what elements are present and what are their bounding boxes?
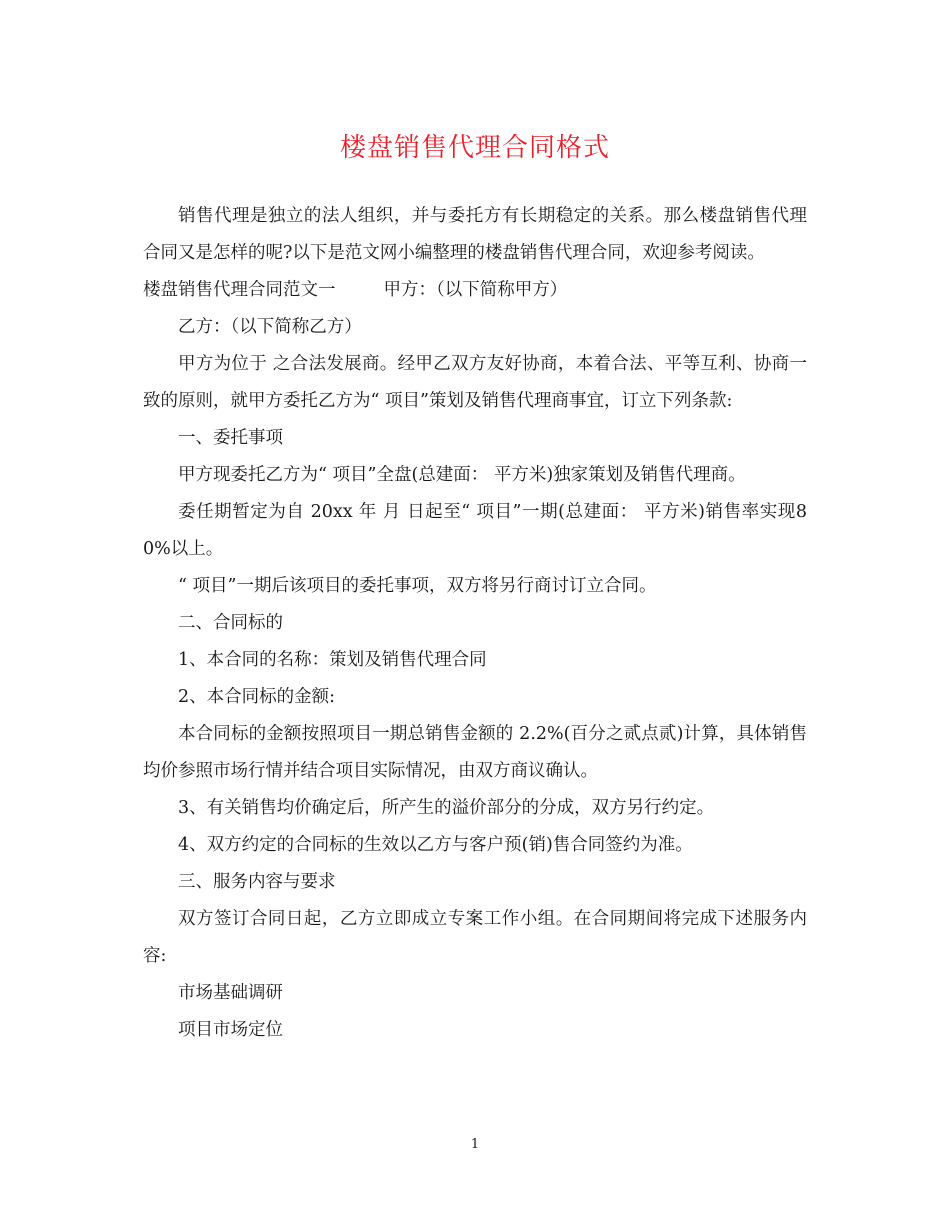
- section-2-heading: 二、合同标的: [178, 613, 283, 633]
- sample-heading: 楼盘销售代理合同范文一: [143, 280, 336, 300]
- section-1-paragraph-1: 甲方现委托乙方为“ 项目”全盘(总建面： 平方米)独家策划及销售代理商。: [178, 465, 746, 485]
- section-3-item-1: 市场基础调研: [178, 983, 283, 1003]
- preamble-paragraph: 甲方为位于 之合法发展商。经甲乙双方友好协商，本着合法、平等互利、协商一致的原则，就甲方委托乙方为“ 项目”策划及销售代理商事宜，订立下列条款:: [143, 354, 807, 411]
- section-2-item-1: 1、本合同的名称：策划及销售代理合同: [178, 650, 487, 670]
- party-b-line: 乙方：（以下简称乙方）: [178, 317, 362, 337]
- sample-heading-line: [143, 272, 807, 309]
- section-1-heading: 一、委托事项: [178, 428, 283, 448]
- section-2-item-2: 2、本合同标的金额:: [178, 687, 336, 707]
- section-2-item-4: 4、双方约定的合同标的生效以乙方与客户预(销)售合同签约为准。: [178, 835, 693, 855]
- document-title: 楼盘销售代理合同格式: [339, 133, 610, 163]
- section-3-heading: 三、服务内容与要求: [178, 872, 336, 892]
- party-a-line: 甲方：（以下简称甲方）: [383, 280, 568, 300]
- document-body: [143, 198, 807, 1049]
- section-3-item-2: 项目市场定位: [178, 1020, 283, 1040]
- intro-paragraph: 销售代理是独立的法人组织，并与委托方有长期稳定的关系。那么楼盘销售代理合同又是怎样的呢?以下是范文网小编整理的楼盘销售代理合同，欢迎参考阅读。: [143, 206, 807, 263]
- section-1-paragraph-2: 委任期暂定为自 20xx 年 月 日起至“ 项目”一期(总建面： 平方米)销售率实现80%以上。: [143, 502, 807, 559]
- section-3-paragraph-1: 双方签订合同日起，乙方立即成立专案工作小组。在合同期间将完成下述服务内容:: [143, 909, 807, 966]
- page-number: 1: [470, 1137, 480, 1152]
- section-2-paragraph-1: 本合同标的金额按照项目一期总销售金额的 2.2%(百分之贰点贰)计算，具体销售均价参照市场行情并结合项目实际情况，由双方商议确认。: [143, 724, 807, 781]
- section-2-item-3: 3、有关销售均价确定后，所产生的溢价部分的分成，双方另行约定。: [178, 798, 715, 818]
- section-1-paragraph-3: “ 项目”一期后该项目的委托事项，双方将另行商讨订立合同。: [178, 576, 657, 596]
